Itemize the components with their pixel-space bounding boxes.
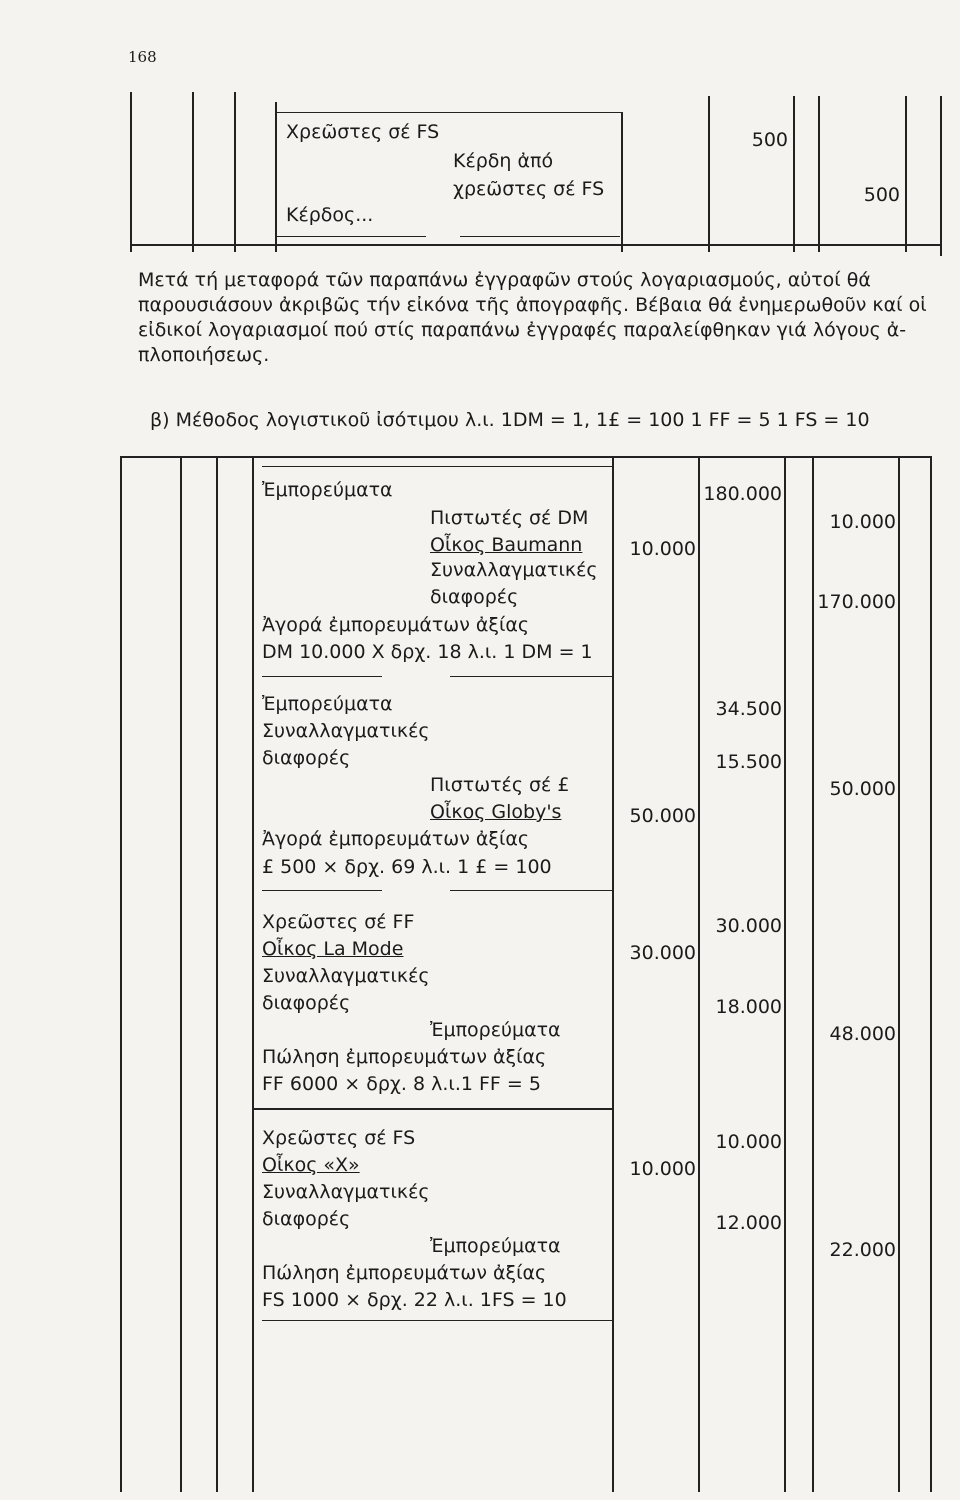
top-debit-amount: 500 [751,129,788,151]
debit-account-line2: διαφορές [262,1208,351,1230]
sub-account: Οἶκος La Mode [262,938,404,960]
credit-amount: 170.000 [817,591,896,613]
sub-account: Οἶκος Globy's [430,801,562,823]
credit-account-line1: Συναλλαγματικές [430,559,598,581]
paragraph-line: πλοποιήσεως. [138,344,270,366]
credit-amount: 22.000 [829,1239,896,1261]
debit-account-line1: Συναλλαγματικές [262,1181,430,1203]
debit-account-line2: διαφορές [262,992,351,1014]
top-credit-amount: 500 [863,184,900,206]
credit-amount: 48.000 [829,1023,896,1045]
entry-explanation-line1: Πώληση ἐμπορευμάτων ἀξίας [262,1046,547,1068]
credit-amount: 10.000 [829,511,896,533]
entry-explanation-line2: £ 500 × δρχ. 69 λ.ι. 1 £ = 100 [262,856,552,878]
sub-account-amount: 10.000 [629,538,696,560]
page-number: 168 [128,48,157,66]
sub-account-amount: 30.000 [629,942,696,964]
credit-amount: 50.000 [829,778,896,800]
credit-account-line2: διαφορές [430,586,519,608]
entry-explanation-line2: DM 10.000 X δρχ. 18 λ.ι. 1 DM = 1 [262,641,593,663]
paragraph-line: παρουσιάσουν ἀκριβῶς τήν εἰκόνα τῆς ἀπογραφῆς. Βέβαια θά ἐνημερωθοῦν καί οἱ [138,294,927,316]
sub-account-amount: 10.000 [629,1158,696,1180]
paragraph-line: Μετά τή μεταφορά τῶν παραπάνω ἐγγραφῶν στούς λογαριασμούς, αὐτοί θά [138,269,871,291]
debit-amount: 10.000 [715,1131,782,1153]
top-credit-line2: χρεῶστες σέ FS [453,178,605,200]
debit-account: Ἐμπορεύματα [262,693,393,715]
credit-account: Ἐμπορεύματα [430,1235,561,1257]
entry-explanation-line2: FS 1000 × δρχ. 22 λ.ι. 1FS = 10 [262,1289,567,1311]
debit-amount: 18.000 [715,996,782,1018]
debit-amount: 34.500 [715,698,782,720]
debit-account: Χρεῶστες σέ FF [262,911,415,933]
method-heading: β) Μέθοδος λογιστικοῦ ἰσότιμου λ.ι. 1DM = 1, 1£ = 100 1 FF = 5 1 FS = 10 [150,409,870,431]
debit-amount: 12.000 [715,1212,782,1234]
debit-account-line2: διαφορές [262,747,351,769]
entry-explanation-line1: Ἀγορά ἐμπορευμάτων ἀξίας [262,614,530,636]
entry-explanation-line1: Πώληση ἐμπορευμάτων ἀξίας [262,1262,547,1284]
debit-account-line1: Συναλλαγματικές [262,720,430,742]
debit-amount: 15.500 [715,751,782,773]
debit-account-line1: Συναλλαγματικές [262,965,430,987]
debit-account: Ἐμπορεύματα [262,479,393,501]
top-debit-account: Χρεῶστες σέ FS [286,121,440,143]
credit-account: Πιστωτές σέ DM [430,507,589,529]
sub-account: Οἶκος Baumann [430,534,583,556]
entry-explanation-line1: Ἀγορά ἐμπορευμάτων ἀξίας [262,828,530,850]
paragraph-line: εἰδικοί λογαριασμοί πού στίς παραπάνω ἐγγραφές παραλείφθηκαν γιά λόγους ἀ- [138,319,907,341]
sub-account-amount: 50.000 [629,805,696,827]
entry-explanation-line2: FF 6000 × δρχ. 8 λ.ι.1 FF = 5 [262,1073,541,1095]
top-credit-line1: Κέρδη ἀπό [453,150,554,172]
explanatory-paragraph [138,268,928,368]
debit-amount: 30.000 [715,915,782,937]
top-explanation: Κέρδος... [286,204,374,226]
debit-amount: 180.000 [703,483,782,505]
debit-account: Χρεῶστες σέ FS [262,1127,416,1149]
sub-account: Οἶκος «Χ» [262,1154,360,1176]
credit-account: Ἐμπορεύματα [430,1019,561,1041]
credit-account: Πιστωτές σέ £ [430,774,570,796]
